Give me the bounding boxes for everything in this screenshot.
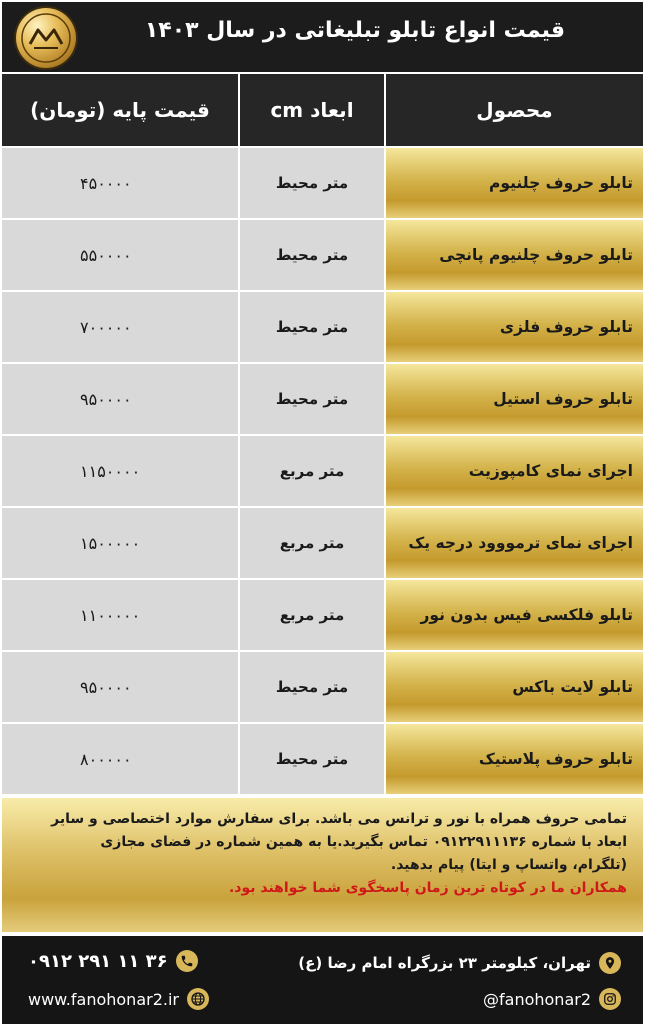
header-dimension: ابعاد cm <box>240 74 384 146</box>
instagram-icon <box>599 988 621 1010</box>
page-title: قیمت انواع تابلو تبلیغاتی در سال ۱۴۰۳ <box>144 18 565 43</box>
unit-cell: متر محیط <box>240 724 384 794</box>
price-cell: ۱۱۰۰۰۰۰ <box>2 580 238 650</box>
phone-contact[interactable] <box>28 950 198 972</box>
unit-cell: متر محیط <box>240 148 384 218</box>
contact-footer <box>2 936 643 1024</box>
note-line: (تلگرام، واتساپ و ایتا) پیام بدهید. <box>390 857 627 873</box>
unit-cell: متر مربع <box>240 436 384 506</box>
product-name: تابلو فلکسی فیس بدون نور <box>386 580 643 650</box>
table-row <box>2 508 643 578</box>
notes-box <box>2 798 643 932</box>
unit-cell: متر محیط <box>240 292 384 362</box>
unit-cell: متر محیط <box>240 652 384 722</box>
price-cell: ۸۰۰۰۰۰ <box>2 724 238 794</box>
product-name: تابلو حروف پلاستیک <box>386 724 643 794</box>
table-row <box>2 724 643 794</box>
price-cell: ۵۵۰۰۰۰ <box>2 220 238 290</box>
table-row <box>2 652 643 722</box>
note-line: ابعاد با شماره ۰۹۱۲۲۹۱۱۱۳۶ تماس بگیرید.یا به همین شماره در فضای مجازی <box>100 834 627 850</box>
instagram-handle[interactable]: @fanohonar2 <box>483 989 591 1009</box>
price-cell: ۱۵۰۰۰۰۰ <box>2 508 238 578</box>
table-row <box>2 292 643 362</box>
product-name: تابلو حروف چلنیوم <box>386 148 643 218</box>
product-name: تابلو حروف فلزی <box>386 292 643 362</box>
product-name: تابلو لایت باکس <box>386 652 643 722</box>
globe-icon <box>187 988 209 1010</box>
product-name: تابلو حروف چلنیوم پانچی <box>386 220 643 290</box>
table-row <box>2 148 643 218</box>
price-cell: ۹۵۰۰۰۰ <box>2 364 238 434</box>
price-cell: ۱۱۵۰۰۰۰ <box>2 436 238 506</box>
location-pin-icon <box>599 952 621 974</box>
price-cell: ۴۵۰۰۰۰ <box>2 148 238 218</box>
table-row <box>2 220 643 290</box>
product-name: اجرای نمای ترمووود درجه یک <box>386 508 643 578</box>
header-product: محصول <box>386 74 643 146</box>
company-logo <box>16 8 76 68</box>
website-link[interactable] <box>28 988 209 1010</box>
table-row <box>2 580 643 650</box>
unit-cell: متر محیط <box>240 364 384 434</box>
product-name: تابلو حروف استیل <box>386 364 643 434</box>
header-price: قیمت پایه (تومان) <box>2 74 238 146</box>
instagram-link[interactable] <box>483 988 621 1010</box>
phone-icon <box>176 950 198 972</box>
unit-cell: متر مربع <box>240 508 384 578</box>
address-contact <box>298 952 621 974</box>
price-cell: ۹۵۰۰۰۰ <box>2 652 238 722</box>
price-cell: ۷۰۰۰۰۰ <box>2 292 238 362</box>
table-row <box>2 436 643 506</box>
table-row <box>2 364 643 434</box>
title-bar <box>2 2 643 72</box>
address-text: تهران، کیلومتر ۲۳ بزرگراه امام رضا (ع) <box>298 954 591 972</box>
note-line: تمامی حروف همراه با نور و ترانس می باشد. برای سفارش موارد اختصاصی و سایر <box>51 811 627 827</box>
unit-cell: متر محیط <box>240 220 384 290</box>
phone-number[interactable]: ۰۹۱۲ ۲۹۱ ۱۱ ۳۶ <box>28 950 168 972</box>
product-name: اجرای نمای کامپوزیت <box>386 436 643 506</box>
website-url[interactable]: www.fanohonar2.ir <box>28 989 179 1009</box>
unit-cell: متر مربع <box>240 580 384 650</box>
logo-emblem-icon <box>16 8 76 68</box>
note-highlight: همکاران ما در کوتاه ترین زمان پاسخگوی شما خواهند بود. <box>228 880 627 896</box>
